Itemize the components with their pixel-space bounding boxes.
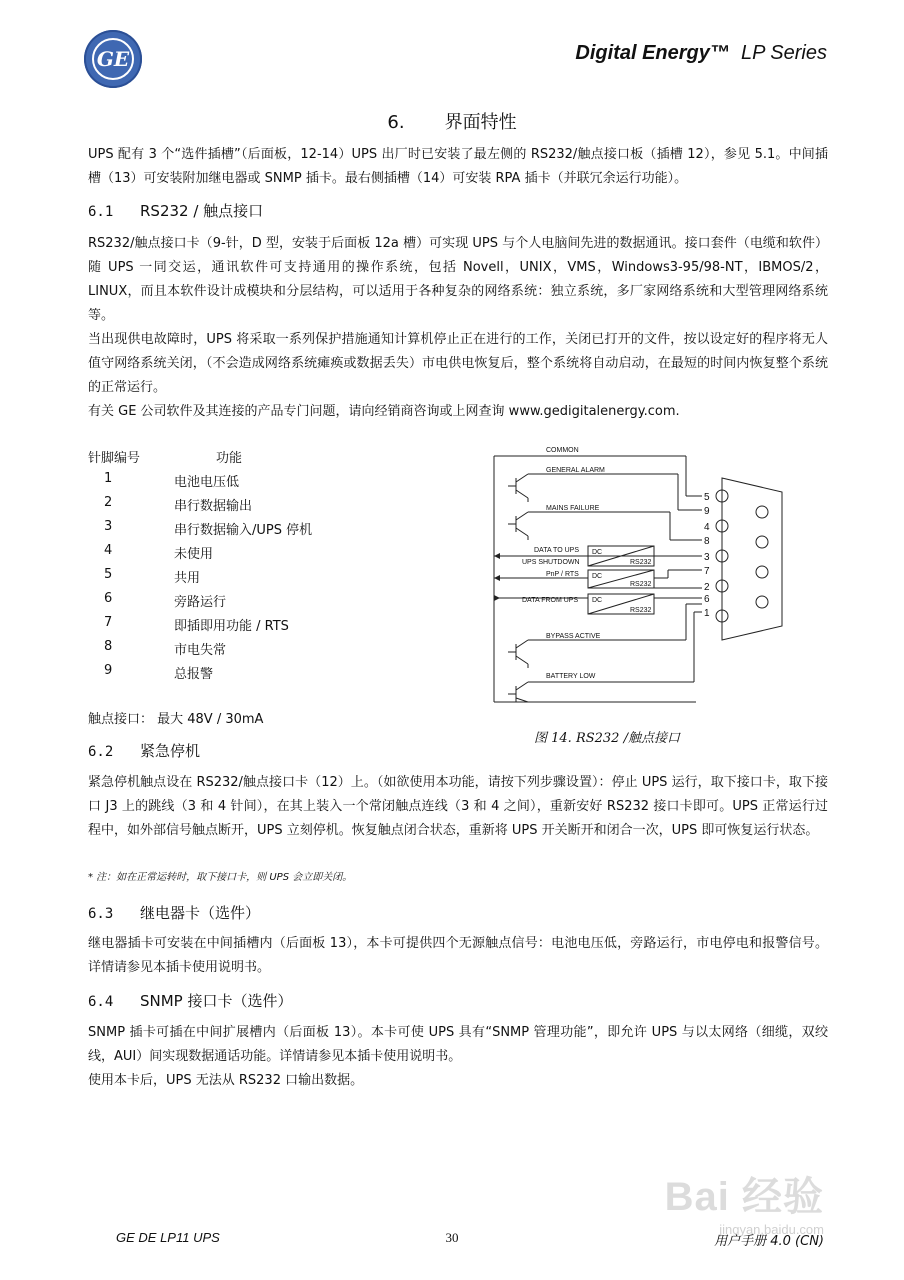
section-6-1-heading (88, 200, 263, 221)
arrow-pnp-rts (494, 575, 500, 581)
ge-logo-text: GE (92, 38, 134, 80)
pin-label-8: 8 (704, 536, 710, 547)
label-dc-2: DC (592, 573, 603, 580)
footer-manual-version: 用户手册 4.0 (CN) (714, 1234, 824, 1249)
section-6-1-para-2: 当出现供电故障时，UPS 将采取一系列保护措施通知计算机停止正在进行的工作，关闭已打开的文件，按以设定好的程序将无人值守网络系统关闭，（不会造成网络系统瘫痪或数据丢失）市电供电恢复后，整个系统将自动启动，在最短的时间内恢复整个系统的正常运行。 (88, 332, 828, 395)
pin-number: 8 (104, 639, 113, 654)
pin-label-6: 6 (704, 594, 710, 605)
pin-label-2: 2 (704, 582, 710, 593)
transistor-bypass-active (508, 640, 528, 668)
label-pnp-rts: PnP / RTS (546, 571, 579, 578)
pin-number-header: 针脚编号 (88, 451, 141, 466)
pin-table-header (88, 447, 242, 466)
db9-pin-6 (756, 596, 768, 608)
section-6-3-heading (88, 902, 260, 923)
pin-number: 6 (104, 591, 113, 606)
section-6-1-number: 6.1 (88, 204, 114, 220)
pin-function: 旁路运行 (174, 595, 227, 610)
pin-function: 共用 (174, 571, 201, 586)
section-6-title: 界面特性 (444, 112, 517, 133)
db9-pin-8 (756, 536, 768, 548)
pin-function: 串行数据输入/UPS 停机 (174, 523, 313, 538)
section-6-number: 6. (387, 112, 405, 133)
label-rs232-1: RS232 (630, 559, 652, 566)
section-6-2-number: 6.2 (88, 744, 114, 760)
pin-label-9: 9 (704, 506, 710, 517)
ge-logo (84, 30, 142, 88)
db9-pin-9 (756, 506, 768, 518)
db9-connector-outline (722, 478, 782, 640)
pin-function: 电池电压低 (174, 475, 240, 490)
arrow-data-to-ups (494, 553, 500, 559)
pin-number: 9 (104, 663, 113, 678)
pin-number: 2 (104, 495, 113, 510)
watermark-logo-text: Bai 经验 (664, 1175, 824, 1219)
section-6-2-note: * 注：如在正常运转时，取下接口卡，则 UPS 会立即关闭。 (88, 872, 353, 883)
label-battery-low: BATTERY LOW (546, 673, 596, 680)
figure-caption: 图 14. RS232 /触点接口 (534, 731, 680, 746)
pin-number: 4 (104, 543, 113, 558)
label-dc-3: DC (592, 597, 603, 604)
pin-number: 1 (104, 471, 113, 486)
section-6-intro: UPS 配有 3 个“选件插槽”（后面板，12-14）UPS 出厂时已安装了最左侧的 RS232/触点接口板（插槽 12），参见 5.1。中间插槽（13）可安装附加继电器或 SNMP 插卡。最右侧插槽（14）可安装 RPA 插卡（并联冗余运行功能）。 (88, 147, 828, 186)
section-6-4-number: 6.4 (88, 994, 114, 1010)
section-6-4-heading (88, 990, 293, 1011)
section-6-1-para-3: 有关 GE 公司软件及其连接的产品专门问题，请向经销商咨询或上网查询 www.gedigitalenergy.com. (88, 404, 680, 419)
section-6-1-para-1: RS232/触点接口卡（9-针，D 型，安装于后面板 12a 槽）可实现 UPS 与个人电脑间先进的数据通讯。接口套件（电缆和软件）随 UPS 一同交运，通讯软件可支持通用的操作系统，包括 Novell，UNIX，VMS，Windows3-95/98-NT，IBMOS/2，LINUX，而且本软件设计成模块和分层结构，可以适用于各种复杂的网络系统：独立系统，多厂家网络系统和大型管理网络系统等。 (88, 236, 828, 323)
label-mains-failure: MAINS FAILURE (546, 505, 600, 512)
label-rs232-2: RS232 (630, 581, 652, 588)
baidu-watermark (665, 1165, 824, 1237)
transistor-mains-failure (508, 512, 528, 540)
transistor-battery-low (508, 682, 528, 702)
db9-pin-7 (756, 566, 768, 578)
section-6-2-para: 紧急停机触点设在 RS232/触点接口卡（12）上。（如欲使用本功能，请按下列步骤设置）：停止 UPS 运行，取下接口卡，取下接口 J3 上的跳线（3 和 4 针间），在其上装入一个常闭触点连线（3 和 4 之间），重新安好 RS232 接口卡即可。UPS 正常运行过程中，如外部信号触点断开，UPS 立刻停机。恢复触点闭合状态，重新将 UPS 开关断开和闭合一次，UPS 即可恢复运行状态。 (88, 775, 828, 838)
section-6-1-title: RS232 / 触点接口 (140, 202, 264, 220)
pin-label-1: 1 (704, 608, 710, 619)
section-6-4-para-2: 使用本卡后，UPS 无法从 RS232 口输出数据。 (88, 1073, 364, 1088)
pin-number: 7 (104, 615, 113, 630)
pin-number: 3 (104, 519, 113, 534)
pin-function: 总报警 (174, 667, 214, 682)
label-rs232-3: RS232 (630, 607, 652, 614)
transistor-general-alarm (508, 474, 528, 502)
label-bypass-active: BYPASS ACTIVE (546, 633, 601, 640)
footer-model: GE DE LP11 UPS (116, 1230, 220, 1245)
pin-function: 市电失常 (174, 643, 227, 658)
pin-number: 5 (104, 567, 113, 582)
section-6-2-heading (88, 740, 200, 761)
contact-rating: 触点接口： 最大 48V / 30mA (88, 712, 264, 727)
label-dc-1: DC (592, 549, 603, 556)
pin-function: 即插即用功能 / RTS (174, 619, 289, 634)
pin-function: 未使用 (174, 547, 214, 562)
brand-bold: Digital Energy™ (575, 42, 730, 64)
rs232-interface-diagram (490, 440, 810, 712)
pin-label-5: 5 (704, 492, 710, 503)
label-data-to-ups: DATA TO UPS (534, 547, 579, 554)
pin-label-7: 7 (704, 566, 710, 577)
brand-series: LP Series (741, 42, 827, 64)
section-6-2-title: 紧急停机 (140, 742, 201, 760)
section-6-4-title: SNMP 接口卡（选件） (140, 992, 293, 1010)
pin-label-3: 3 (704, 552, 710, 563)
brand-title (575, 42, 827, 65)
arrow-data-from-ups (494, 595, 500, 601)
section-6-3-para: 继电器插卡可安装在中间插槽内（后面板 13），本卡可提供四个无源触点信号：电池电压低，旁路运行，市电停电和报警信号。详情请参见本插卡使用说明书。 (88, 936, 828, 975)
watermark-url: jingyan.baidu.com (719, 1222, 824, 1237)
label-data-from-ups: DATA FROM UPS (522, 597, 579, 604)
function-header: 功能 (216, 451, 243, 466)
section-6-3-number: 6.3 (88, 906, 114, 922)
page-number: 30 (445, 1230, 459, 1245)
section-6-heading (0, 108, 904, 134)
pin-function: 串行数据输出 (174, 499, 253, 514)
label-general-alarm: GENERAL ALARM (546, 467, 605, 474)
pin-label-4: 4 (704, 522, 710, 533)
label-common: COMMON (546, 447, 579, 454)
section-6-3-title: 继电器卡（选件） (140, 904, 261, 922)
section-6-4-para-1: SNMP 插卡可插在中间扩展槽内（后面板 13）。本卡可使 UPS 具有“SNMP 管理功能”，即允许 UPS 与以太网络（细缆，双绞线，AUI）间实现数据通话功能。详情请参见本插卡使用说明书。 (88, 1025, 828, 1064)
label-ups-shutdown: UPS SHUTDOWN (522, 559, 580, 566)
